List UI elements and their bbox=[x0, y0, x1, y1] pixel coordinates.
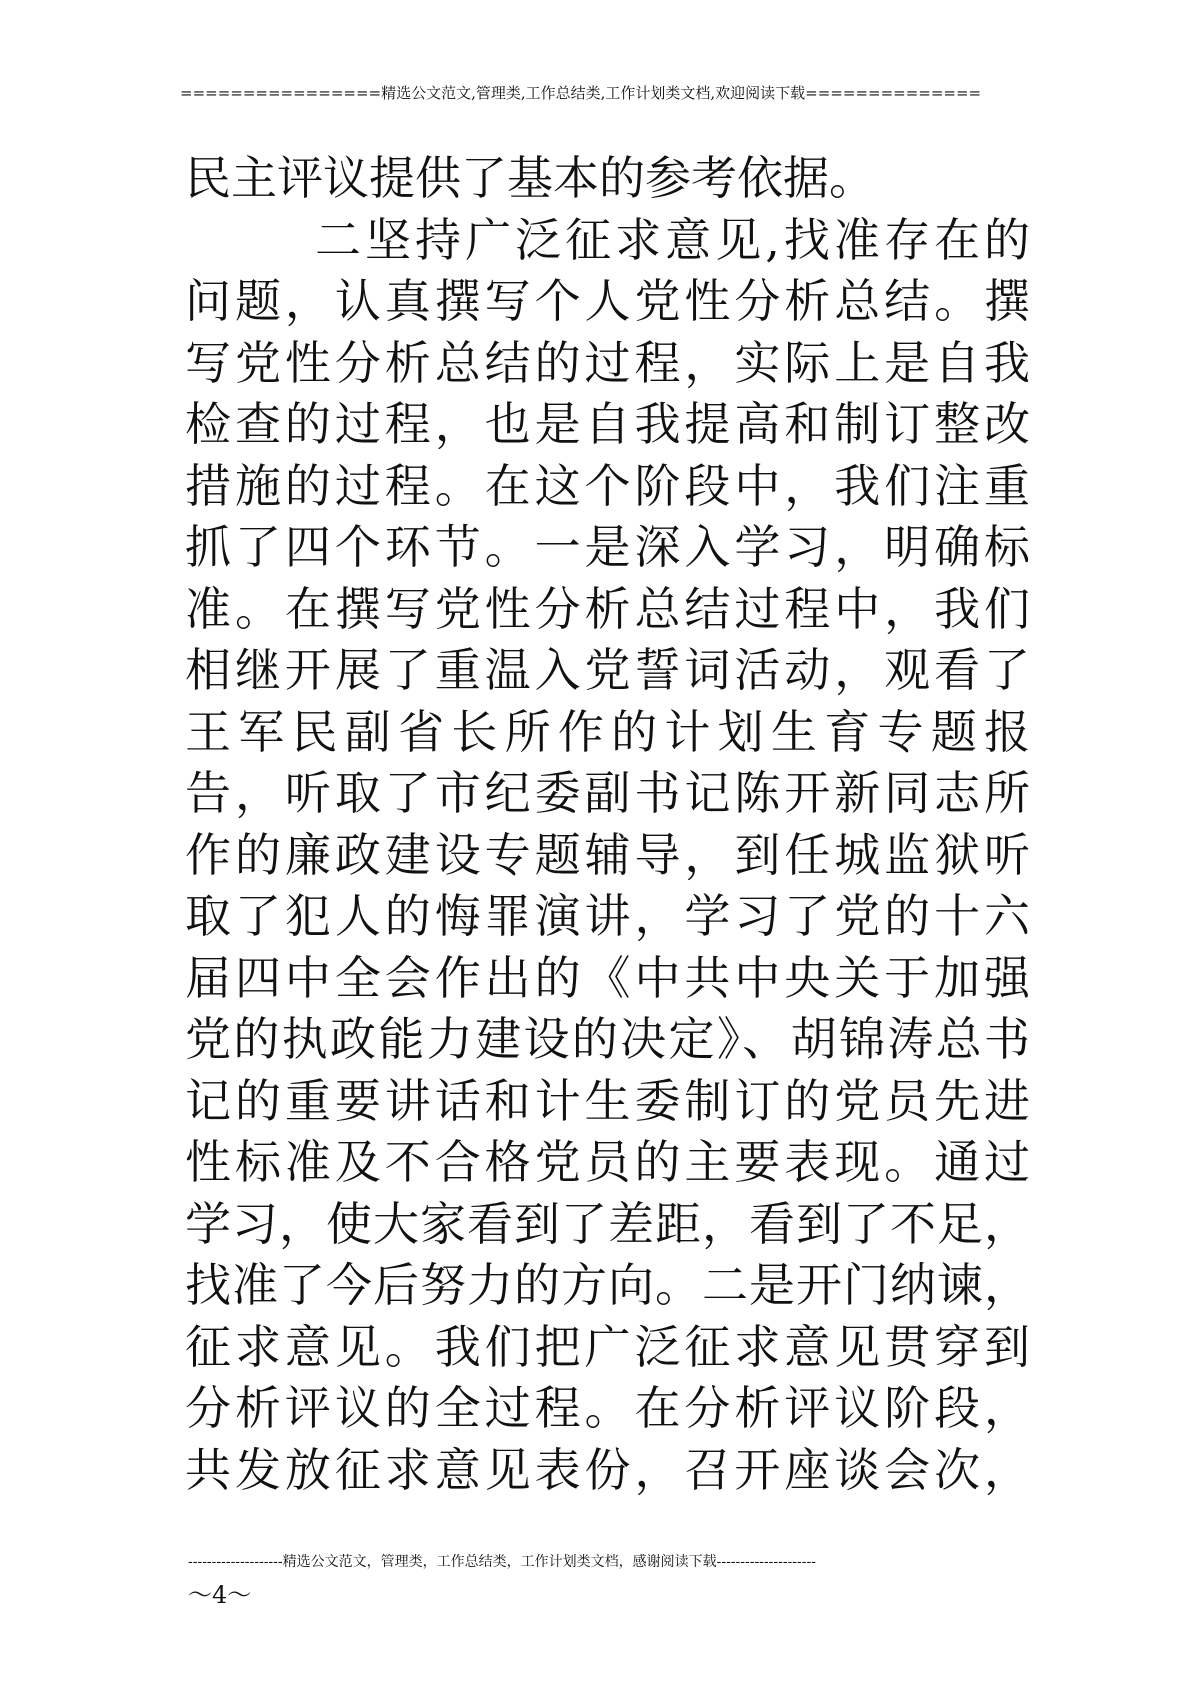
body-line-2: 二坚持广泛征求意见,找准存在的 bbox=[315, 212, 1030, 267]
body-line-5: 检查的过程，也是自我提高和制订整改 bbox=[185, 397, 1030, 451]
body-line-9: 相继开展了重温入党誓词活动，观看了 bbox=[185, 643, 1030, 697]
body-line-15: 党的执政能力建设的决定》、胡锦涛总书 bbox=[185, 1012, 1030, 1066]
body-line-13: 取了犯人的悔罪演讲，学习了党的十六 bbox=[185, 889, 1030, 943]
document-body bbox=[185, 148, 1030, 1501]
body-line-12: 作的廉政建设专题辅导，到任城监狱听 bbox=[185, 827, 1030, 882]
body-line-22: 共发放征求意见表份，召开座谈会次， bbox=[185, 1442, 1030, 1497]
page-footer: --------------------精选公文范文，管理类，工作总结类，工作计划类文档，感谢阅读下载--------------------- bbox=[188, 1554, 816, 1570]
body-line-21: 分析评议的全过程。在分析评议阶段， bbox=[185, 1381, 1030, 1435]
body-line-18: 学习，使大家看到了差距，看到了不足， bbox=[185, 1196, 1030, 1251]
body-line-3: 问题，认真撰写个人党性分析总结。撰 bbox=[185, 274, 1030, 328]
body-line-4: 写党性分析总结的过程，实际上是自我 bbox=[185, 335, 1030, 390]
body-line-16: 记的重要讲话和计生委制订的党员先进 bbox=[185, 1073, 1030, 1128]
page-header: ================精选公文范文,管理类,工作总结类,工作计划类文档,欢迎阅读下载============== bbox=[180, 84, 982, 102]
body-line-1: 民主评议提供了基本的参考依据。 bbox=[185, 151, 875, 205]
body-line-19: 找准了今后努力的方向。二是开门纳谏， bbox=[185, 1258, 1030, 1312]
page-number: ～4～ bbox=[188, 1581, 252, 1609]
body-line-10: 王军民副省长所作的计划生育专题报 bbox=[185, 704, 1030, 759]
body-line-6: 措施的过程。在这个阶段中，我们注重 bbox=[185, 458, 1030, 513]
body-line-14: 届四中全会作出的《中共中央关于加强 bbox=[185, 950, 1030, 1005]
body-line-20: 征求意见。我们把广泛征求意见贯穿到 bbox=[185, 1319, 1030, 1374]
body-line-7: 抓了四个环节。一是深入学习，明确标 bbox=[185, 520, 1030, 574]
body-line-11: 告，听取了市纪委副书记陈开新同志所 bbox=[185, 766, 1030, 820]
body-line-17: 性标准及不合格党员的主要表现。通过 bbox=[185, 1135, 1030, 1189]
body-line-8: 准。在撰写党性分析总结过程中，我们 bbox=[185, 581, 1030, 636]
